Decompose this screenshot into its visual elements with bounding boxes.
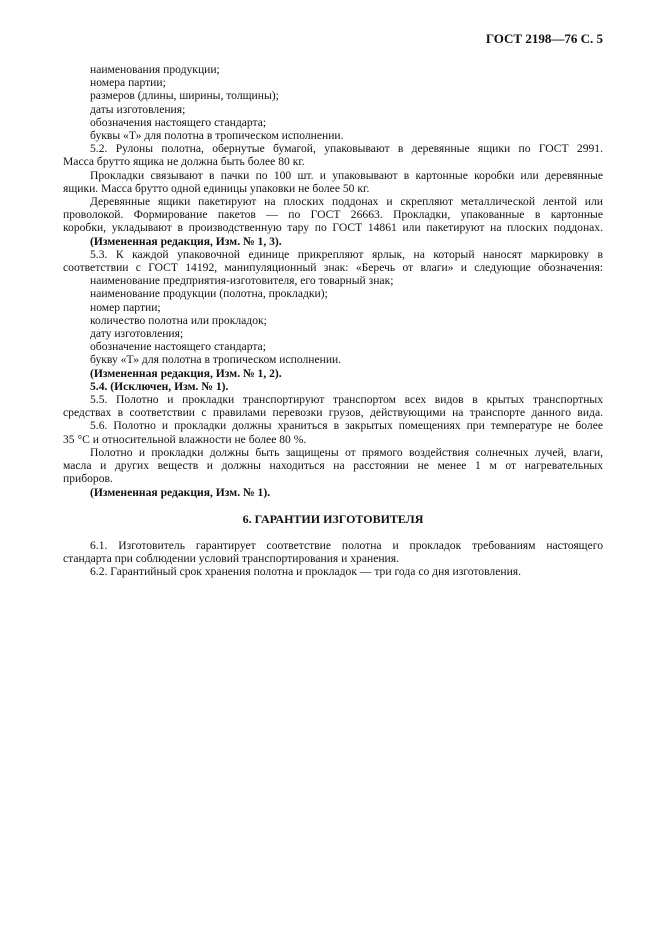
paragraph xyxy=(63,314,603,327)
text-line: 6.2. Гарантийный срок хранения полотна и прокладок — три года со дня изготовления. xyxy=(90,565,522,579)
text-line: наименования продукции; xyxy=(90,63,220,76)
text-line: размеров (длины, ширины, толщины); xyxy=(90,89,279,103)
paragraph xyxy=(63,380,603,393)
paragraph xyxy=(63,76,603,89)
text-line: средствах в соответствии с правилами перевозки грузов, действующими на транспорте данного вида. xyxy=(63,406,603,420)
paragraph xyxy=(63,235,603,248)
paragraph xyxy=(63,116,603,129)
text-line: наименование продукции (полотна, прокладки); xyxy=(90,287,328,301)
text-line: 5.3. К каждой упаковочной единице прикрепляют ярлык, на который наносят маркировку в xyxy=(90,247,603,261)
text-line: Масса брутто ящика не должна быть более 80 кг. xyxy=(63,155,305,169)
text-line: дату изготовления; xyxy=(90,327,184,341)
section-heading xyxy=(63,513,603,526)
text-line: количество полотна или прокладок; xyxy=(90,313,267,327)
text-line: Прокладки связывают в пачки по 100 шт. и упаковывают в картонные коробки или деревянные xyxy=(90,168,603,182)
text-line: 6. ГАРАНТИИ ИЗГОТОВИТЕЛЯ xyxy=(242,511,424,526)
paragraph xyxy=(63,419,603,445)
page-header: ГОСТ 2198—76 С. 5 xyxy=(485,31,603,46)
text-line: обозначение настоящего стандарта; xyxy=(90,340,266,354)
text-line: ящики. Масса брутто одной единицы упаковки не более 50 кг. xyxy=(63,181,370,195)
paragraph xyxy=(63,486,603,499)
text-line: приборов. xyxy=(63,472,113,486)
text-line: коробки, укладывают в производственную тару по ГОСТ 14861 или пакетируют на плоских поддонах. xyxy=(63,221,603,235)
text-line: даты изготовления; xyxy=(90,102,186,116)
text-line: наименование предприятия-изготовителя, его товарный знак; xyxy=(90,274,394,288)
paragraph xyxy=(63,446,603,486)
text-line: номер партии; xyxy=(90,300,161,314)
text-line: (Измененная редакция, Изм. № 1, 3). xyxy=(90,234,282,248)
text-line: буквы «Т» для полотна в тропическом исполнении. xyxy=(90,129,344,143)
text-line: 35 °С и относительной влажности не более 80 %. xyxy=(63,432,307,446)
text-line: обозначения настоящего стандарта; xyxy=(90,115,267,129)
text-line: Полотно и прокладки должны быть защищены от прямого воздействия солнечных лучей, влаги, xyxy=(90,445,603,459)
paragraph xyxy=(63,63,603,76)
text-line: Деревянные ящики пакетируют на плоских поддонах и скрепляют металлической лентой или xyxy=(90,195,603,209)
text-line: букву «Т» для полотна в тропическом исполнении. xyxy=(90,353,342,367)
paragraph xyxy=(63,129,603,142)
text-line: 5.5. Полотно и прокладки транспортируют транспортом всех видов в крытых транспортных xyxy=(90,393,603,407)
paragraph xyxy=(63,301,603,314)
text-line: проволокой. Формирование пакетов — по ГОСТ 26663. Прокладки, упакованные в картонные xyxy=(63,208,603,222)
text-line: стандарта при соблюдении условий транспортирования и хранения. xyxy=(63,552,399,566)
paragraph xyxy=(63,565,603,578)
text-line: (Измененная редакция, Изм. № 1). xyxy=(90,485,271,499)
paragraph xyxy=(63,393,603,419)
text-line: номера партии; xyxy=(90,76,166,90)
text-line: 5.2. Рулоны полотна, обернутые бумагой, упаковывают в деревянные ящики по ГОСТ 2991. xyxy=(90,142,603,156)
paragraph xyxy=(63,353,603,366)
text-line: масла и других веществ и должны находиться на расстоянии не менее 1 м от нагревательных xyxy=(63,459,603,473)
paragraph xyxy=(63,195,603,235)
text-line: 5.4. (Исключен, Изм. № 1). xyxy=(90,379,229,393)
text-line: 6.1. Изготовитель гарантирует соответствие полотна и прокладок требованиям настоящего xyxy=(90,538,603,552)
text-line: соответствии с ГОСТ 14192, манипуляционный знак: «Беречь от влаги» и следующие обозначения: xyxy=(63,261,603,275)
paragraph xyxy=(63,103,603,116)
paragraph xyxy=(63,142,603,168)
paragraph xyxy=(63,340,603,353)
text-line: 5.6. Полотно и прокладки должны храниться в закрытых помещениях при температуре не более xyxy=(90,419,603,433)
document-body xyxy=(63,63,603,579)
paragraph xyxy=(63,539,603,565)
paragraph xyxy=(63,248,603,274)
paragraph xyxy=(63,367,603,380)
paragraph xyxy=(63,274,603,287)
paragraph xyxy=(63,169,603,195)
text-line: (Измененная редакция, Изм. № 1, 2). xyxy=(90,366,282,380)
paragraph xyxy=(63,327,603,340)
paragraph xyxy=(63,287,603,300)
paragraph xyxy=(63,89,603,102)
